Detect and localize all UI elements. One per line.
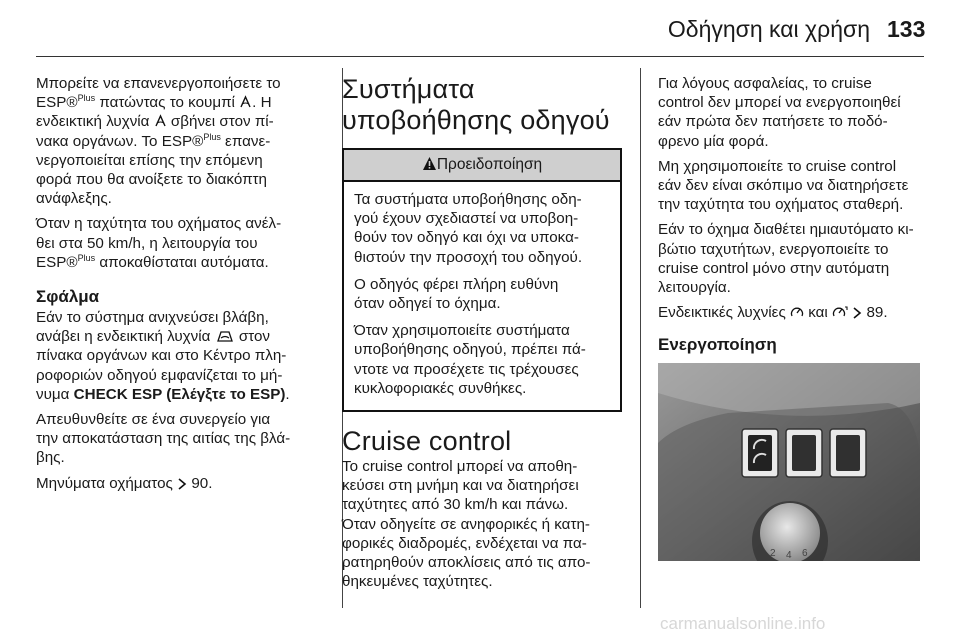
warning-icon xyxy=(422,156,437,171)
section-heading-driver-assistance: Συστήματα υποβοήθησης οδηγού xyxy=(342,74,610,135)
header-divider xyxy=(36,56,924,57)
paragraph-cruise-intro: Το cruise control μπορεί να αποθη- κεύσει στη μνήμη και να διατηρήσει ταχύτητες από 30 km/h και πάνω. Όταν οδηγείτε σε ανηφορικές ή κατη- φορικές διαδρομές, ενδέχεται να πα- ρατηρηθούν αποκλίσεις από τις απο- θηκευμένες ταχύτητες. xyxy=(342,458,591,591)
gear-label-6: 6 xyxy=(802,548,808,559)
column-3 xyxy=(658,74,928,356)
page-reference-link[interactable]: 90. xyxy=(191,474,213,492)
warning-body: Τα συστήματα υποβοήθησης οδη- γού έχουν σχεδιαστεί να υποβοη- θούν τον οδηγό και όχι να υποκα- θιστούν την προσοχή του οδηγού. Ο οδηγός φέρει πλήρη ευθύνη όταν οδηγεί το όχημα. Όταν χρησιμοποιείτε συστήματα υποβοήθησης οδηγού, πρέπει πά- ντοτε να προσέχετε τις τρέχουσες κυκλοφοριακές συνθήκες. xyxy=(354,191,586,397)
warning-header: Προειδοποίηση xyxy=(344,150,620,182)
watermark: carmanualsonline.info xyxy=(660,614,826,633)
gear-label-4: 4 xyxy=(786,550,792,561)
check-esp-message: CHECK ESP (Ελέγξτε το ESP) xyxy=(73,385,286,403)
column-1 xyxy=(36,74,331,499)
paragraph-vehicle-messages: Μηνύματα οχήματος 90. xyxy=(36,474,213,492)
section-heading-cruise-control: Cruise control xyxy=(342,426,512,457)
esp-off-icon xyxy=(154,114,167,128)
switch-panel-photo xyxy=(658,363,920,561)
paragraph-indicator-lights: Ενδεικτικές λυχνίες και 89. xyxy=(658,304,888,322)
column-divider-2 xyxy=(640,68,641,608)
paragraph-esp-speed: Όταν η ταχύτητα του οχήματος ανέλ- θει στα 50 km/h, η λειτουργία του ESP®$^{Plus}$ αποκαθίσταται αυτόματα. xyxy=(36,215,282,271)
gear-label-2: 2 xyxy=(770,548,776,559)
paragraph-brake-first: Για λόγους ασφαλείας, το cruise control δεν μπορεί να ενεργοποιηθεί εάν πρώτα δεν πατήσετε το ποδό- φρενο μία φορά. xyxy=(658,75,901,150)
paragraph-semi-automatic: Εάν το όχημα διαθέτει ημιαυτόματο κι- βώτιο ταχυτήτων, ενεργοποιείτε το cruise control μόνο στην αυτόματη λειτουργία. xyxy=(658,221,914,297)
paragraph-fault: Εάν το σύστημα ανιχνεύσει βλάβη, ανάβει η ενδεικτική λυχνία στον πίνακα οργάνων και στο Κέντρο πλη- ροφοριών οδηγού εμφανίζεται το μή- νυμα CHECK ESP (Ελέγξτε το ESP). xyxy=(36,309,290,403)
cruise-control-icon xyxy=(790,305,804,319)
page-reference-icon xyxy=(177,478,187,490)
paragraph-esp-reactivate: Μπορείτε να επανενεργοποιήσετε το ESP®$^{Plus}$ πατώντας το κουμπί . Η ενδεικτική λυχνία σβήνει στον πί- νακα οργάνων. Το ESP®$^{Plus}$ επανε- νεργοποιείται επίσης την επόμενη φορά που θα ανοίξετε το διακόπτη ανάφλεξης. xyxy=(36,75,281,208)
speed-limiter-icon xyxy=(832,305,848,319)
esp-fault-icon xyxy=(215,329,235,343)
page-number: 133 xyxy=(887,16,926,42)
paragraph-workshop: Απευθυνθείτε σε ένα συνεργείο για την αποκατάσταση της αιτίας της βλά- βης. xyxy=(36,411,291,467)
switch-panel-illustration xyxy=(658,363,920,561)
activation-heading: Ενεργοποίηση xyxy=(658,335,777,355)
page-reference-icon xyxy=(852,307,862,319)
esp-off-icon xyxy=(239,95,252,109)
page-reference-link[interactable]: 89. xyxy=(866,304,888,322)
fault-heading: Σφάλμα xyxy=(36,287,100,307)
running-header-title: Οδήγηση και χρήση xyxy=(667,16,870,42)
warning-box xyxy=(342,148,622,412)
paragraph-not-advisable: Μη χρησιμοποιείτε το cruise control εάν δεν είναι σκόπιμο να διατηρήσετε την ταχύτητα του οχήματος σταθερή. xyxy=(658,157,909,214)
column-2 xyxy=(342,74,622,597)
